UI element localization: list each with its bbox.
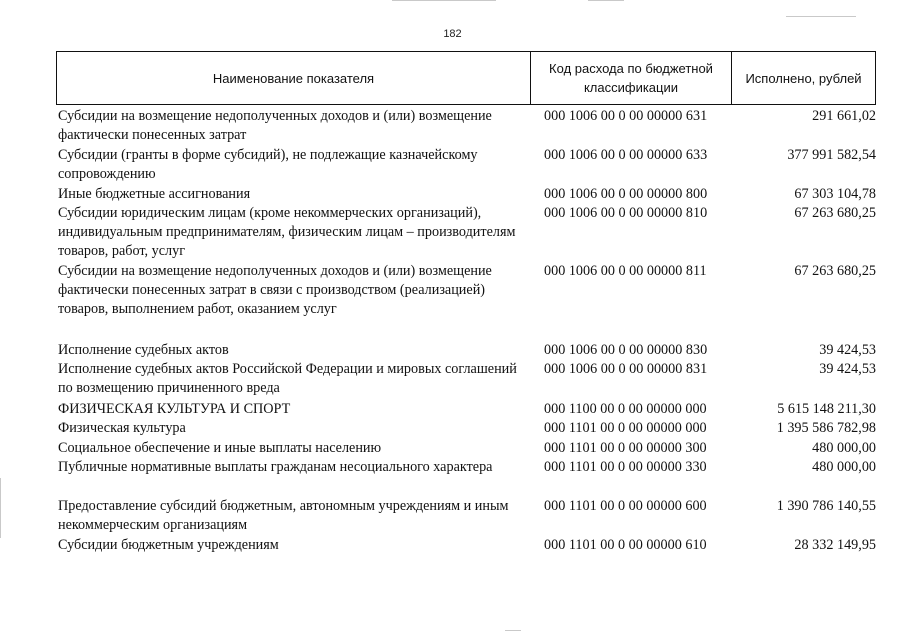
row-executed: 480 000,00 — [812, 459, 876, 475]
row-executed: 480 000,00 — [812, 440, 876, 456]
header-executed: Исполнено, рублей — [745, 70, 862, 86]
row-executed: 377 991 582,54 — [787, 147, 876, 163]
row-code: 000 1101 00 0 00 00000 600 — [544, 498, 707, 514]
row-name: Исполнение судебных актов Российской Федерации и мировых соглашений по возмещению причиненного вреда — [58, 361, 517, 396]
row-name: Предоставление субсидий бюджетным, автономным учреждениям и иным некоммерческим организациям — [58, 498, 509, 533]
row-code: 000 1006 00 0 00 00000 811 — [544, 263, 707, 279]
row-executed: 39 424,53 — [819, 342, 876, 358]
row-executed: 1 395 586 782,98 — [776, 420, 876, 436]
row-name: Социальное обеспечение и иные выплаты населению — [58, 440, 382, 456]
row-code: 000 1101 00 0 00 00000 330 — [544, 459, 707, 475]
scan-artifact — [0, 478, 1, 538]
row-name: Исполнение судебных актов — [58, 342, 229, 358]
row-name: Субсидии юридическим лицам (кроме некоммерческих организаций), индивидуальным предпринимателям, физическим лицам – производителям товаров, работ, услуг — [58, 205, 516, 259]
row-name: Физическая культура — [58, 420, 186, 436]
table-header — [56, 51, 876, 105]
row-executed: 67 263 680,25 — [794, 263, 876, 279]
row-code: 000 1101 00 0 00 00000 000 — [544, 420, 707, 436]
page-number: 182 — [443, 28, 462, 40]
row-code: 000 1006 00 0 00 00000 810 — [544, 205, 708, 221]
row-executed: 1 390 786 140,55 — [776, 498, 876, 514]
row-name: Субсидии бюджетным учреждениям — [58, 537, 279, 553]
row-executed: 28 332 149,95 — [794, 537, 876, 553]
row-name: Публичные нормативные выплаты гражданам несоциального характера — [58, 459, 493, 475]
scan-artifact — [505, 630, 521, 631]
row-code: 000 1006 00 0 00 00000 830 — [544, 342, 708, 358]
row-executed: 5 615 148 211,30 — [777, 401, 876, 417]
header-name: Наименование показателя — [57, 52, 531, 104]
row-name: Субсидии (гранты в форме субсидий), не подлежащие казначейскому сопровождению — [58, 147, 478, 182]
row-code: 000 1006 00 0 00 00000 831 — [544, 361, 708, 377]
row-code: 000 1006 00 0 00 00000 800 — [544, 186, 708, 202]
row-executed: 67 303 104,78 — [794, 186, 876, 202]
scan-artifact — [588, 0, 624, 1]
row-code: 000 1006 00 0 00 00000 631 — [544, 108, 708, 124]
row-executed: 291 661,02 — [812, 108, 876, 124]
row-name: Иные бюджетные ассигнования — [58, 186, 251, 202]
row-code: 000 1101 00 0 00 00000 300 — [544, 440, 707, 456]
scan-artifact — [786, 16, 856, 17]
row-executed: 39 424,53 — [819, 361, 876, 377]
row-code: 000 1100 00 0 00 00000 000 — [544, 401, 707, 417]
row-name: ФИЗИЧЕСКАЯ КУЛЬТУРА И СПОРТ — [58, 401, 291, 417]
scan-artifact — [392, 0, 496, 1]
row-name: Субсидии на возмещение недополученных доходов и (или) возмещение фактически понесенных затрат — [58, 108, 492, 143]
header-code: Код расхода по бюджетной классификации — [531, 52, 732, 104]
row-code: 000 1101 00 0 00 00000 610 — [544, 537, 707, 553]
row-name: Субсидии на возмещение недополученных доходов и (или) возмещение фактически понесенных затрат в связи с производством (реализацией) товаров, выполнением работ, оказанием услуг — [58, 263, 492, 317]
row-code: 000 1006 00 0 00 00000 633 — [544, 147, 708, 163]
row-executed: 67 263 680,25 — [794, 205, 876, 221]
